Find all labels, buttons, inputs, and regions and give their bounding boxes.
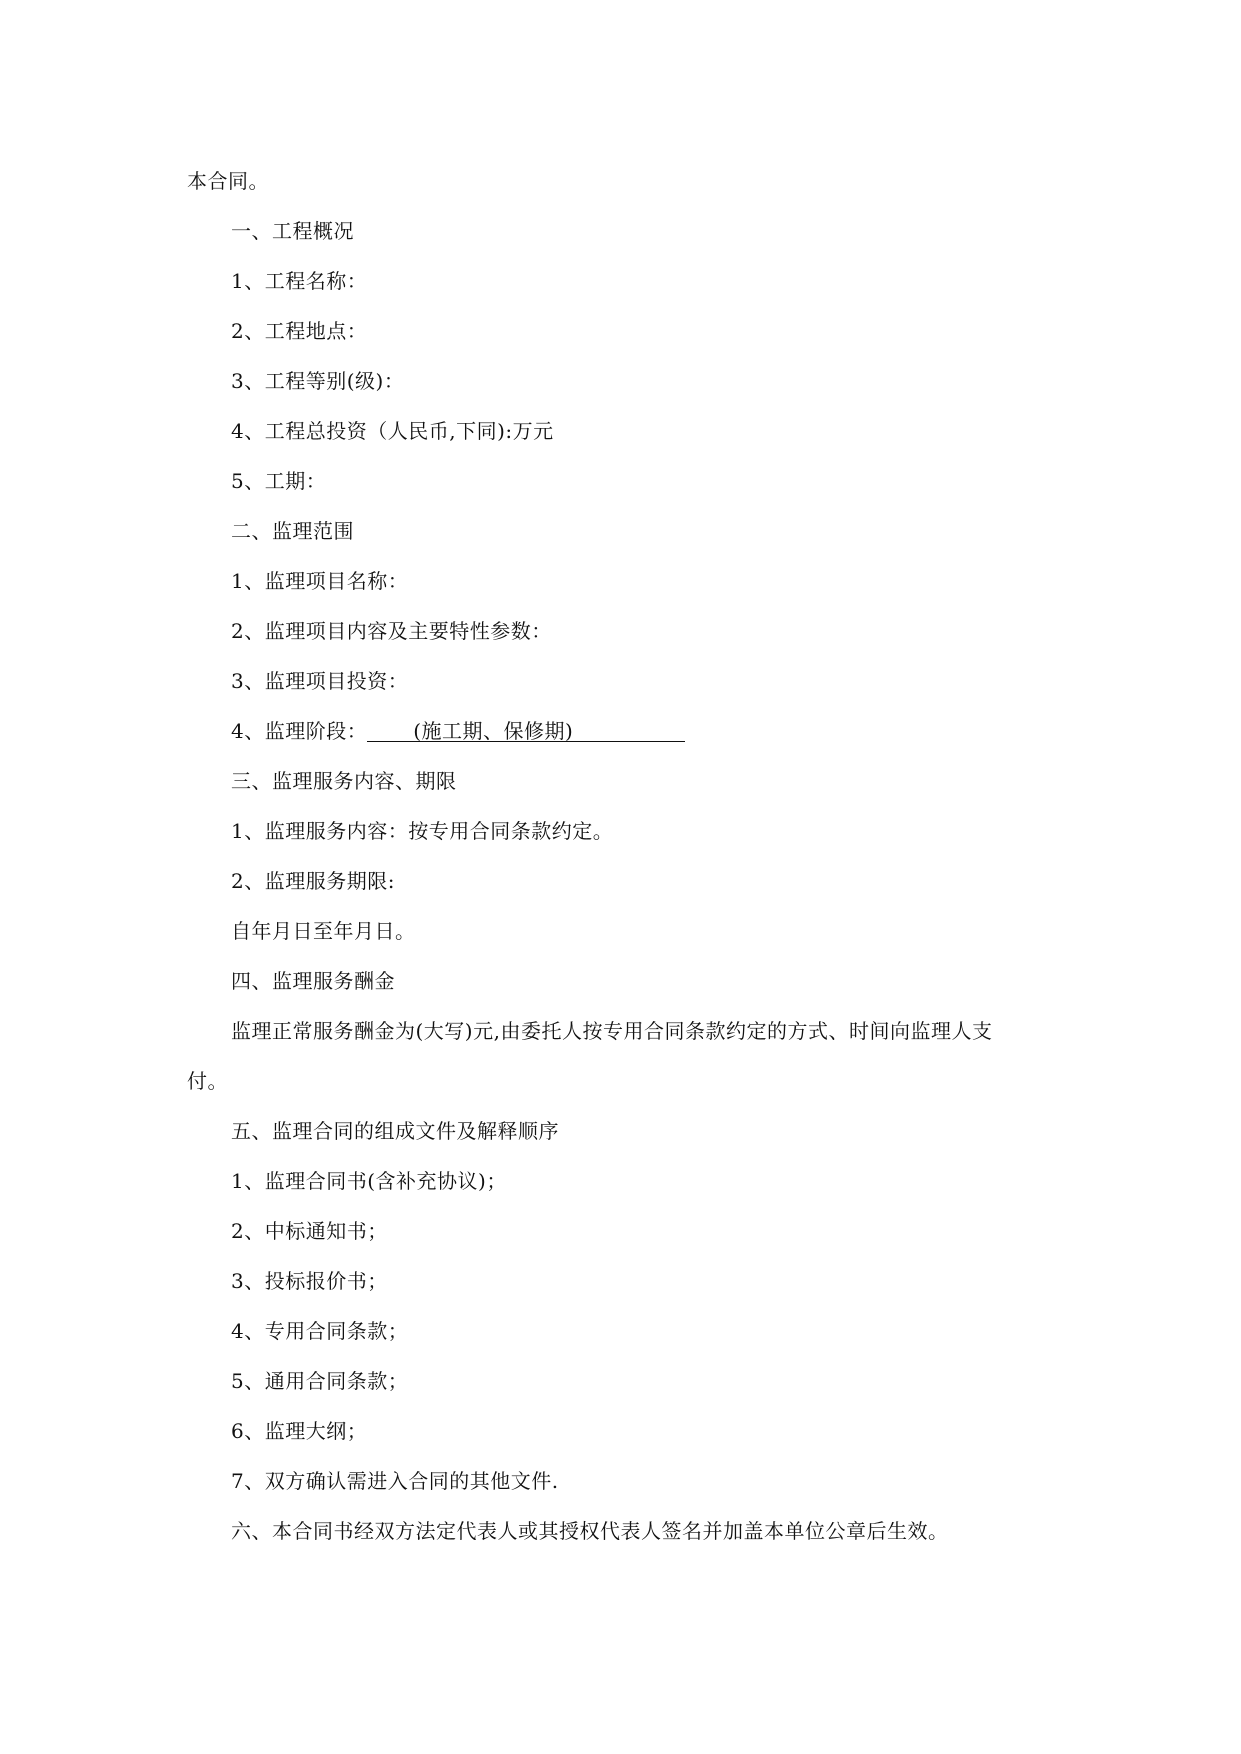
document-item-supervision-outline: 6、监理大纲；: [231, 1419, 368, 1443]
document-item-other-documents: 7、双方确认需进入合同的其他文件.: [231, 1469, 559, 1493]
section-heading-service-content-term: 三、监理服务内容、期限: [231, 769, 457, 793]
item-project-name: 1、工程名称：: [231, 269, 368, 293]
item-project-grade: 3、工程等别(级)：: [231, 369, 405, 393]
item-service-content: 1、监理服务内容：按专用合同条款约定。: [231, 819, 614, 843]
document-item-contract-agreement: 1、监理合同书(含补充协议)；: [231, 1169, 507, 1193]
section-heading-effectiveness: 六、本合同书经双方法定代表人或其授权代表人签名并加盖本单位公章后生效。: [231, 1519, 949, 1543]
section-heading-supervision-scope: 二、监理范围: [231, 519, 354, 543]
item-project-location: 2、工程地点：: [231, 319, 368, 343]
item-service-term: 2、监理服务期限:: [231, 869, 395, 893]
section-heading-project-overview: 一、工程概况: [231, 219, 354, 243]
section-heading-contract-documents: 五、监理合同的组成文件及解释顺序: [231, 1119, 559, 1143]
paragraph-continuation: 本合同。: [187, 169, 269, 193]
service-fee-paragraph-line2: 付。: [187, 1069, 228, 1093]
supervision-stage-label: 4、监理阶段：: [231, 719, 368, 743]
item-supervision-investment: 3、监理项目投资：: [231, 669, 409, 693]
item-supervision-content-params: 2、监理项目内容及主要特性参数：: [231, 619, 552, 643]
item-total-investment: 4、工程总投资（人民币,下同):万元: [231, 419, 554, 443]
supervision-stage-field: [367, 717, 685, 742]
service-term-dates: 自年月日至年月日。: [231, 919, 416, 943]
document-item-special-terms: 4、专用合同条款；: [231, 1319, 409, 1343]
section-heading-service-fee: 四、监理服务酬金: [231, 969, 395, 993]
document-item-bid-quotation: 3、投标报价书；: [231, 1269, 388, 1293]
item-supervision-stage: [231, 717, 685, 745]
supervision-stage-value: (施工期、保修期): [413, 719, 574, 743]
document-item-award-notice: 2、中标通知书；: [231, 1219, 388, 1243]
item-construction-period: 5、工期：: [231, 469, 327, 493]
document-item-general-terms: 5、通用合同条款；: [231, 1369, 409, 1393]
service-fee-paragraph-line1: 监理正常服务酬金为(大写)元,由委托人按专用合同条款约定的方式、时间向监理人支: [231, 1019, 993, 1043]
item-supervision-project-name: 1、监理项目名称：: [231, 569, 409, 593]
